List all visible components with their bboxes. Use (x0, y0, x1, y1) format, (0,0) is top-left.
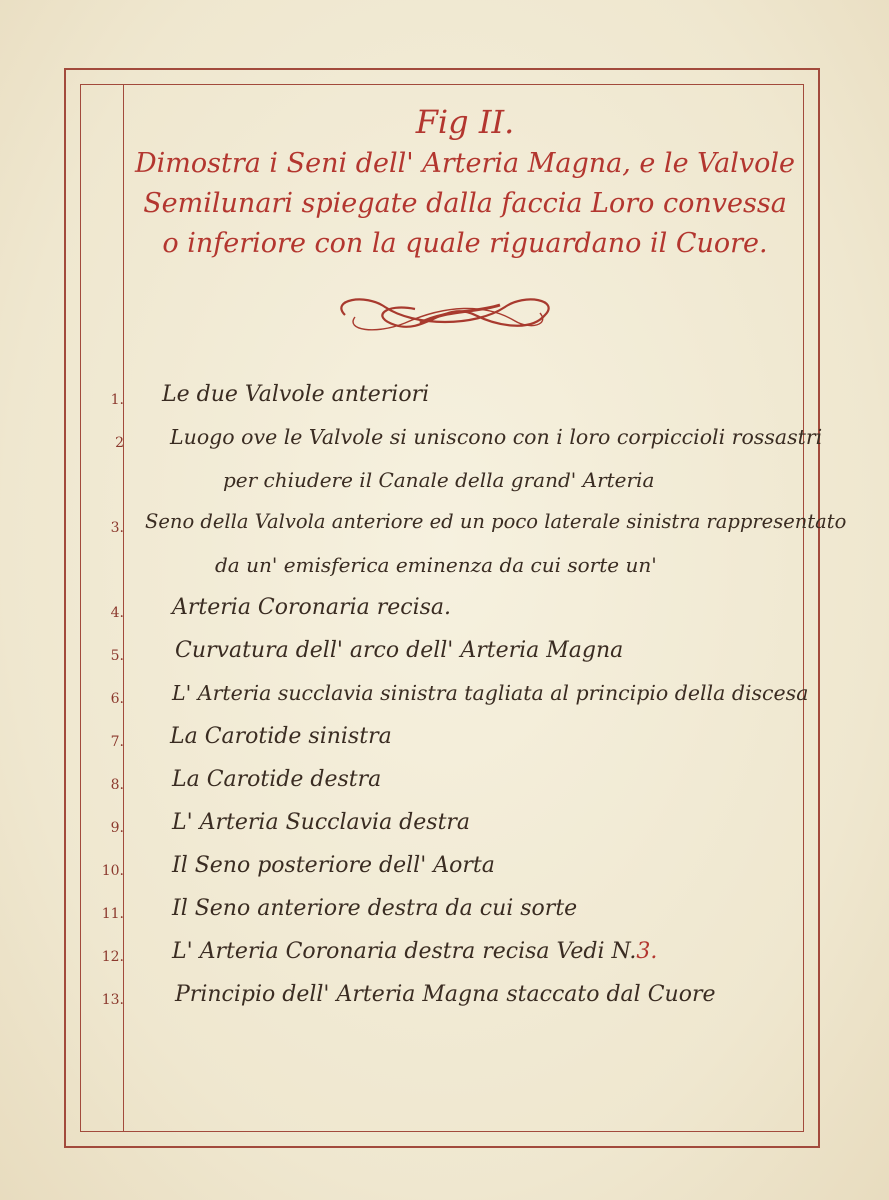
item-text: Il Seno posteriore dell' Aorta (172, 853, 495, 878)
heading-line-3: o inferiore con la quale riguardano il Cuore. (162, 228, 768, 259)
item-text-main: L' Arteria Coronaria destra recisa Vedi N. (172, 939, 637, 964)
list-item (90, 980, 810, 1023)
item-number: 11. (101, 906, 124, 922)
list-item (90, 679, 810, 722)
item-text: La Carotide sinistra (170, 724, 392, 749)
item-text: da un' emisferica eminenza da cui sorte un' (215, 553, 657, 577)
list-item (90, 380, 810, 423)
item-number: 10. (101, 863, 124, 879)
item-text (172, 939, 657, 964)
item-number: 3. (110, 520, 124, 536)
item-number: 12. (101, 949, 124, 965)
item-number: 6. (110, 691, 124, 707)
item-text: Principio dell' Arteria Magna staccato dal Cuore (175, 982, 716, 1007)
item-number: 4. (110, 605, 124, 621)
list-item (90, 894, 810, 937)
list-item (90, 508, 847, 551)
list-item (90, 937, 810, 980)
list-item-continuation (90, 466, 810, 508)
list-item (90, 765, 810, 808)
item-number: 1. (110, 392, 124, 408)
item-text: Seno della Valvola anteriore ed un poco laterale sinistra rappresentato (145, 510, 847, 533)
list-item (90, 423, 823, 466)
item-text: La Carotide destra (172, 767, 382, 792)
heading-line-1: Dimostra i Seni dell' Arteria Magna, e le Valvole (134, 148, 796, 179)
item-text: Luogo ove le Valvole si uniscono con i loro corpiccioli rossastri (170, 425, 823, 449)
heading-line-2: Semilunari spiegate dalla faccia Loro convessa (143, 188, 787, 219)
item-number: 7. (110, 734, 124, 750)
item-number: 2 (115, 435, 124, 451)
item-reference-number: 3. (636, 939, 658, 964)
list-item (90, 808, 810, 851)
item-number: 5. (110, 648, 124, 664)
heading (120, 100, 810, 264)
list-item (90, 851, 810, 894)
figure-number: Fig II. (415, 103, 515, 141)
list-item (90, 593, 810, 636)
item-number: 9. (110, 820, 124, 836)
item-text: Curvatura dell' arco dell' Arteria Magna (175, 638, 624, 663)
list-item (90, 636, 810, 679)
item-text: L' Arteria Succlavia destra (172, 810, 471, 835)
legend-list (90, 380, 847, 1023)
list-item (90, 722, 810, 765)
item-number: 13. (101, 992, 124, 1008)
item-text: L' Arteria succlavia sinistra tagliata al principio della discesa (172, 681, 809, 705)
item-text: per chiudere il Canale della grand' Arteria (223, 468, 655, 492)
list-item-continuation (90, 551, 810, 593)
item-text: Le due Valvole anteriori (162, 382, 430, 407)
calligraphic-flourish-icon (325, 285, 565, 345)
item-text: Il Seno anteriore destra da cui sorte (172, 896, 578, 921)
item-text: Arteria Coronaria recisa. (172, 595, 452, 620)
item-number: 8. (110, 777, 124, 793)
